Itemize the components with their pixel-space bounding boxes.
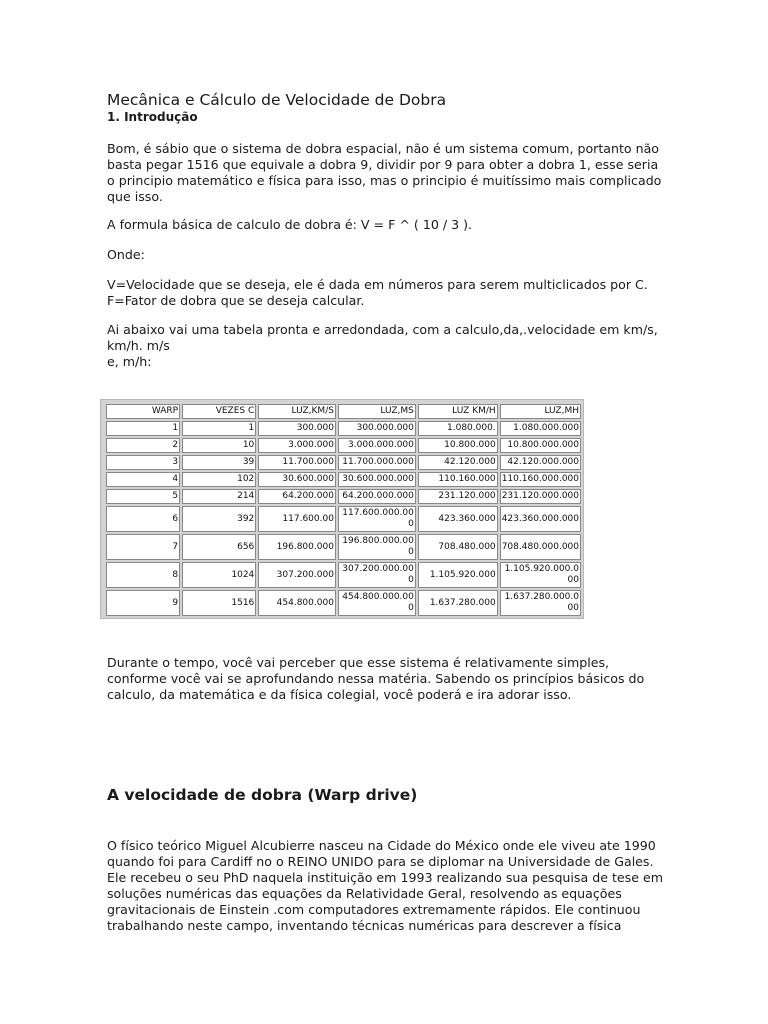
table-row <box>106 421 581 436</box>
table-cell: 3.000.000 <box>258 438 336 453</box>
table-cell: 1 <box>106 421 180 436</box>
table-cell: 214 <box>182 489 256 504</box>
table-cell: 11.700.000 <box>258 455 336 470</box>
bio-paragraph <box>107 838 667 934</box>
table-cell: 1.080.000. <box>418 421 498 436</box>
table-row <box>106 489 581 504</box>
header-luz-mh: LUZ,MH <box>500 404 581 419</box>
table-cell: 6 <box>106 506 180 532</box>
header-luz-kms: LUZ,KM/S <box>258 404 336 419</box>
text-line: calculo, da matemática e da física colegial, você poderá e ira adorar isso. <box>107 687 572 702</box>
table-cell: 1.637.280.000 <box>418 590 498 616</box>
text-line: km/h. m/s <box>107 338 170 353</box>
table-row <box>106 534 581 560</box>
text-line: basta pegar 1516 que equivale a dobra 9, dividir por 9 para obter a dobra 1, esse seria <box>107 157 659 172</box>
table-cell: 42.120.000.000 <box>500 455 581 470</box>
table-row <box>106 455 581 470</box>
text-line: trabalhando neste campo, inventando técnicas numéricas para descrever a física <box>107 918 622 933</box>
table-cell: 708.480.000 <box>418 534 498 560</box>
table-cell: 2 <box>106 438 180 453</box>
table-cell: 3.000.000.000 <box>338 438 416 453</box>
table-cell: 7 <box>106 534 180 560</box>
table-cell: 64.200.000 <box>258 489 336 504</box>
header-warp: WARP <box>106 404 180 419</box>
table-cell: 110.160.000.000 <box>500 472 581 487</box>
table-cell: 392 <box>182 506 256 532</box>
text-line: O físico teórico Miguel Alcubierre nasceu na Cidade do México onde ele viveu ate 1990 <box>107 838 656 853</box>
table-cell: 1.105.920.000 <box>418 562 498 588</box>
table-cell: 1.637.280.000.000 <box>500 590 581 616</box>
text-line: e, m/h: <box>107 354 152 369</box>
section-heading-introduction: 1. Introdução <box>107 110 198 124</box>
table-cell: 231.120.000.000 <box>500 489 581 504</box>
text-line: Bom, é sábio que o sistema de dobra espacial, não é um sistema comum, portanto não <box>107 141 660 156</box>
table-cell: 10 <box>182 438 256 453</box>
definition-f: F=Fator de dobra que se deseja calcular. <box>107 293 365 308</box>
table-cell: 110.160.000 <box>418 472 498 487</box>
header-luz-ms: LUZ,MS <box>338 404 416 419</box>
text-line: o principio matemático e física para isso, mas o principio é muitíssimo mais complicado <box>107 173 662 188</box>
table-cell: 11.700.000.000 <box>338 455 416 470</box>
table-cell: 117.600.00 <box>258 506 336 532</box>
table-cell: 708.480.000.000 <box>500 534 581 560</box>
table-intro-paragraph <box>107 322 667 370</box>
table-cell: 10.800.000.000 <box>500 438 581 453</box>
table-cell: 117.600.000.000 <box>338 506 416 532</box>
table-cell: 1024 <box>182 562 256 588</box>
table-cell: 1516 <box>182 590 256 616</box>
table-row <box>106 472 581 487</box>
table-cell: 64.200.000.000 <box>338 489 416 504</box>
table-cell: 1 <box>182 421 256 436</box>
conclusion-paragraph <box>107 655 667 703</box>
table-cell: 4 <box>106 472 180 487</box>
definition-v: V=Velocidade que se deseja, ele é dada em números para serem multiclicados por C. <box>107 277 648 292</box>
table-row <box>106 562 581 588</box>
text-line: Durante o tempo, você vai perceber que esse sistema é relativamente simples, <box>107 655 610 670</box>
table-cell: 42.120.000 <box>418 455 498 470</box>
table-header-row <box>106 404 581 419</box>
text-line: gravitacionais de Einstein .com computadores extremamente rápidos. Ele continuou <box>107 902 641 917</box>
table-cell: 423.360.000 <box>418 506 498 532</box>
table-row <box>106 438 581 453</box>
warp-table-container <box>100 399 584 619</box>
warp-speed-table <box>104 402 583 618</box>
table-cell: 30.600.000 <box>258 472 336 487</box>
table-cell: 231.120.000 <box>418 489 498 504</box>
table-cell: 307.200.000 <box>258 562 336 588</box>
table-cell: 102 <box>182 472 256 487</box>
table-cell: 454.800.000 <box>258 590 336 616</box>
text-line: Ele recebeu o seu PhD naquela instituição em 1993 realizando sua pesquisa de tese em <box>107 870 663 885</box>
table-cell: 300.000.000 <box>338 421 416 436</box>
text-line: que isso. <box>107 189 163 204</box>
formula-paragraph <box>107 217 667 233</box>
table-cell: 656 <box>182 534 256 560</box>
header-vezes-c: VEZES C <box>182 404 256 419</box>
table-cell: 10.800.000 <box>418 438 498 453</box>
table-cell: 3 <box>106 455 180 470</box>
table-cell: 454.800.000.000 <box>338 590 416 616</box>
onde-label: Onde: <box>107 247 145 262</box>
table-cell: 1.080.000.000 <box>500 421 581 436</box>
table-cell: 39 <box>182 455 256 470</box>
text-line: soluções numéricas das equações da Relatividade Geral, resolvendo as equações <box>107 886 622 901</box>
table-row <box>106 590 581 616</box>
table-row <box>106 506 581 532</box>
text-line: conforme você vai se aprofundando nessa matéria. Sabendo os princípios básicos do <box>107 671 645 686</box>
onde-paragraph <box>107 247 667 263</box>
text-line: quando foi para Cardiff no o REINO UNIDO para se diplomar na Universidade de Gales. <box>107 854 654 869</box>
intro-paragraph <box>107 141 667 205</box>
table-cell: 300.000 <box>258 421 336 436</box>
definitions-paragraph <box>107 277 667 309</box>
page-title: Mecânica e Cálculo de Velocidade de Dobra <box>107 91 447 109</box>
table-cell: 307.200.000.000 <box>338 562 416 588</box>
section-heading-warp-drive: A velocidade de dobra (Warp drive) <box>107 786 418 804</box>
table-cell: 196.800.000 <box>258 534 336 560</box>
table-cell: 8 <box>106 562 180 588</box>
table-cell: 9 <box>106 590 180 616</box>
text-line: Ai abaixo vai uma tabela pronta e arredondada, com a calculo,da,.velocidade em km/s, <box>107 322 658 337</box>
table-cell: 196.800.000.000 <box>338 534 416 560</box>
header-luz-kmh: LUZ KM/H <box>418 404 498 419</box>
table-cell: 1.105.920.000.000 <box>500 562 581 588</box>
table-cell: 30.600.000.000 <box>338 472 416 487</box>
formula-text: A formula básica de calculo de dobra é: V = F ^ ( 10 / 3 ). <box>107 217 473 232</box>
table-cell: 423.360.000.000 <box>500 506 581 532</box>
table-cell: 5 <box>106 489 180 504</box>
